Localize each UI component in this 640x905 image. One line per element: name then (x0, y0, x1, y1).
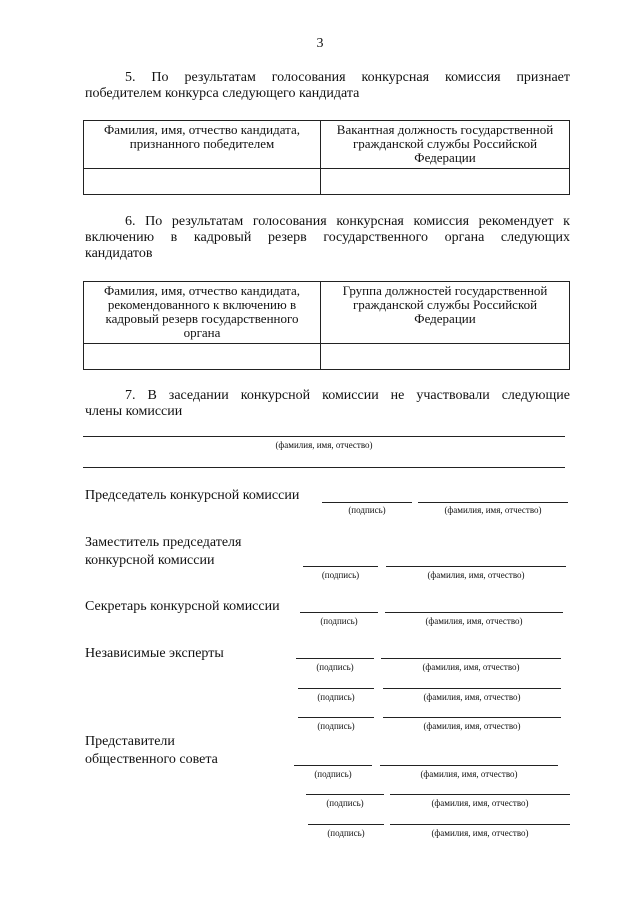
council3-name-line[interactable] (390, 824, 570, 825)
winner-table-header-position: Вакантная должность государственной гражданской службы Российской Федерации (321, 121, 570, 169)
expert3-name-caption: (фамилия, имя, отчество) (423, 721, 521, 731)
deputy-name-caption: (фамилия, имя, отчество) (427, 570, 525, 580)
section6-text-line1: 6. По результатам голосования конкурсная комиссия рекомендует к (125, 214, 570, 229)
section5-text-line1: 5. По результатам голосования конкурсная комиссия признает (125, 70, 570, 85)
page-number: 3 (316, 36, 324, 51)
expert1-name-caption: (фамилия, имя, отчество) (422, 662, 520, 672)
secretary-label: Секретарь конкурсной комиссии (85, 599, 280, 614)
council3-name-caption: (фамилия, имя, отчество) (431, 828, 529, 838)
section5-text (85, 70, 570, 102)
expert1-signature-caption: (подпись) (316, 662, 354, 672)
expert2-signature-caption: (подпись) (317, 692, 355, 702)
council2-name-caption: (фамилия, имя, отчество) (431, 798, 529, 808)
secretary-name-line[interactable] (385, 612, 563, 613)
section6-text-line3: кандидатов (85, 246, 153, 261)
reserve-table-cell-name[interactable] (84, 344, 321, 370)
winner-table (83, 120, 570, 195)
section6-text (85, 214, 570, 262)
secretary-signature-line[interactable] (300, 612, 378, 613)
council1-signature-line[interactable] (294, 765, 372, 766)
public-council-label-line1: Представители (85, 734, 175, 749)
reserve-table-header-name: Фамилия, имя, отчество кандидата, рекомендованного к включению в кадровый резерв государственного органа (84, 282, 321, 344)
secretary-name-caption: (фамилия, имя, отчество) (425, 616, 523, 626)
section7-text (85, 388, 570, 420)
council3-signature-line[interactable] (308, 824, 384, 825)
chairman-label: Председатель конкурсной комиссии (85, 488, 300, 503)
section5-text-line2: победителем конкурса следующего кандидата (85, 86, 360, 101)
deputy-name-line[interactable] (386, 566, 566, 567)
council2-name-line[interactable] (390, 794, 570, 795)
secretary-signature-caption: (подпись) (320, 616, 358, 626)
council1-name-line[interactable] (380, 765, 558, 766)
expert3-name-line[interactable] (383, 717, 561, 718)
council1-name-caption: (фамилия, имя, отчество) (420, 769, 518, 779)
council2-signature-line[interactable] (306, 794, 384, 795)
section6-text-line2: включению в кадровый резерв государственного органа следующих (85, 230, 570, 245)
expert3-signature-caption: (подпись) (317, 721, 355, 731)
absent-members-caption: (фамилия, имя, отчество) (275, 440, 373, 450)
chairman-signature-caption: (подпись) (348, 505, 386, 515)
council1-signature-caption: (подпись) (314, 769, 352, 779)
expert2-signature-line[interactable] (298, 688, 374, 689)
reserve-table (83, 281, 570, 370)
winner-table-cell-position[interactable] (321, 169, 570, 195)
expert2-name-line[interactable] (383, 688, 561, 689)
chairman-name-line[interactable] (418, 502, 568, 503)
expert2-name-caption: (фамилия, имя, отчество) (423, 692, 521, 702)
chairman-signature-line[interactable] (322, 502, 412, 503)
deputy-signature-line[interactable] (303, 566, 378, 567)
council2-signature-caption: (подпись) (326, 798, 364, 808)
public-council-label-line2: общественного совета (85, 752, 218, 767)
council3-signature-caption: (подпись) (327, 828, 365, 838)
expert1-name-line[interactable] (381, 658, 561, 659)
section7-text-line1: 7. В заседании конкурсной комиссии не участвовали следующие (125, 388, 570, 403)
deputy-signature-caption: (подпись) (321, 570, 360, 580)
winner-table-header-name: Фамилия, имя, отчество кандидата, признанного победителем (84, 121, 321, 169)
reserve-table-cell-group[interactable] (321, 344, 570, 370)
expert3-signature-line[interactable] (298, 717, 374, 718)
deputy-label-line1: Заместитель председателя (85, 535, 242, 550)
experts-label: Независимые эксперты (85, 646, 224, 661)
winner-table-cell-name[interactable] (84, 169, 321, 195)
section7-text-line2: члены комиссии (85, 404, 183, 419)
expert1-signature-line[interactable] (296, 658, 374, 659)
absent-members-line[interactable] (83, 436, 565, 437)
chairman-name-caption: (фамилия, имя, отчество) (444, 505, 542, 515)
deputy-label-line2: конкурсной комиссии (85, 553, 215, 568)
absent-members-line-2[interactable] (83, 467, 565, 468)
reserve-table-header-group: Группа должностей государственной гражданской службы Российской Федерации (321, 282, 570, 344)
